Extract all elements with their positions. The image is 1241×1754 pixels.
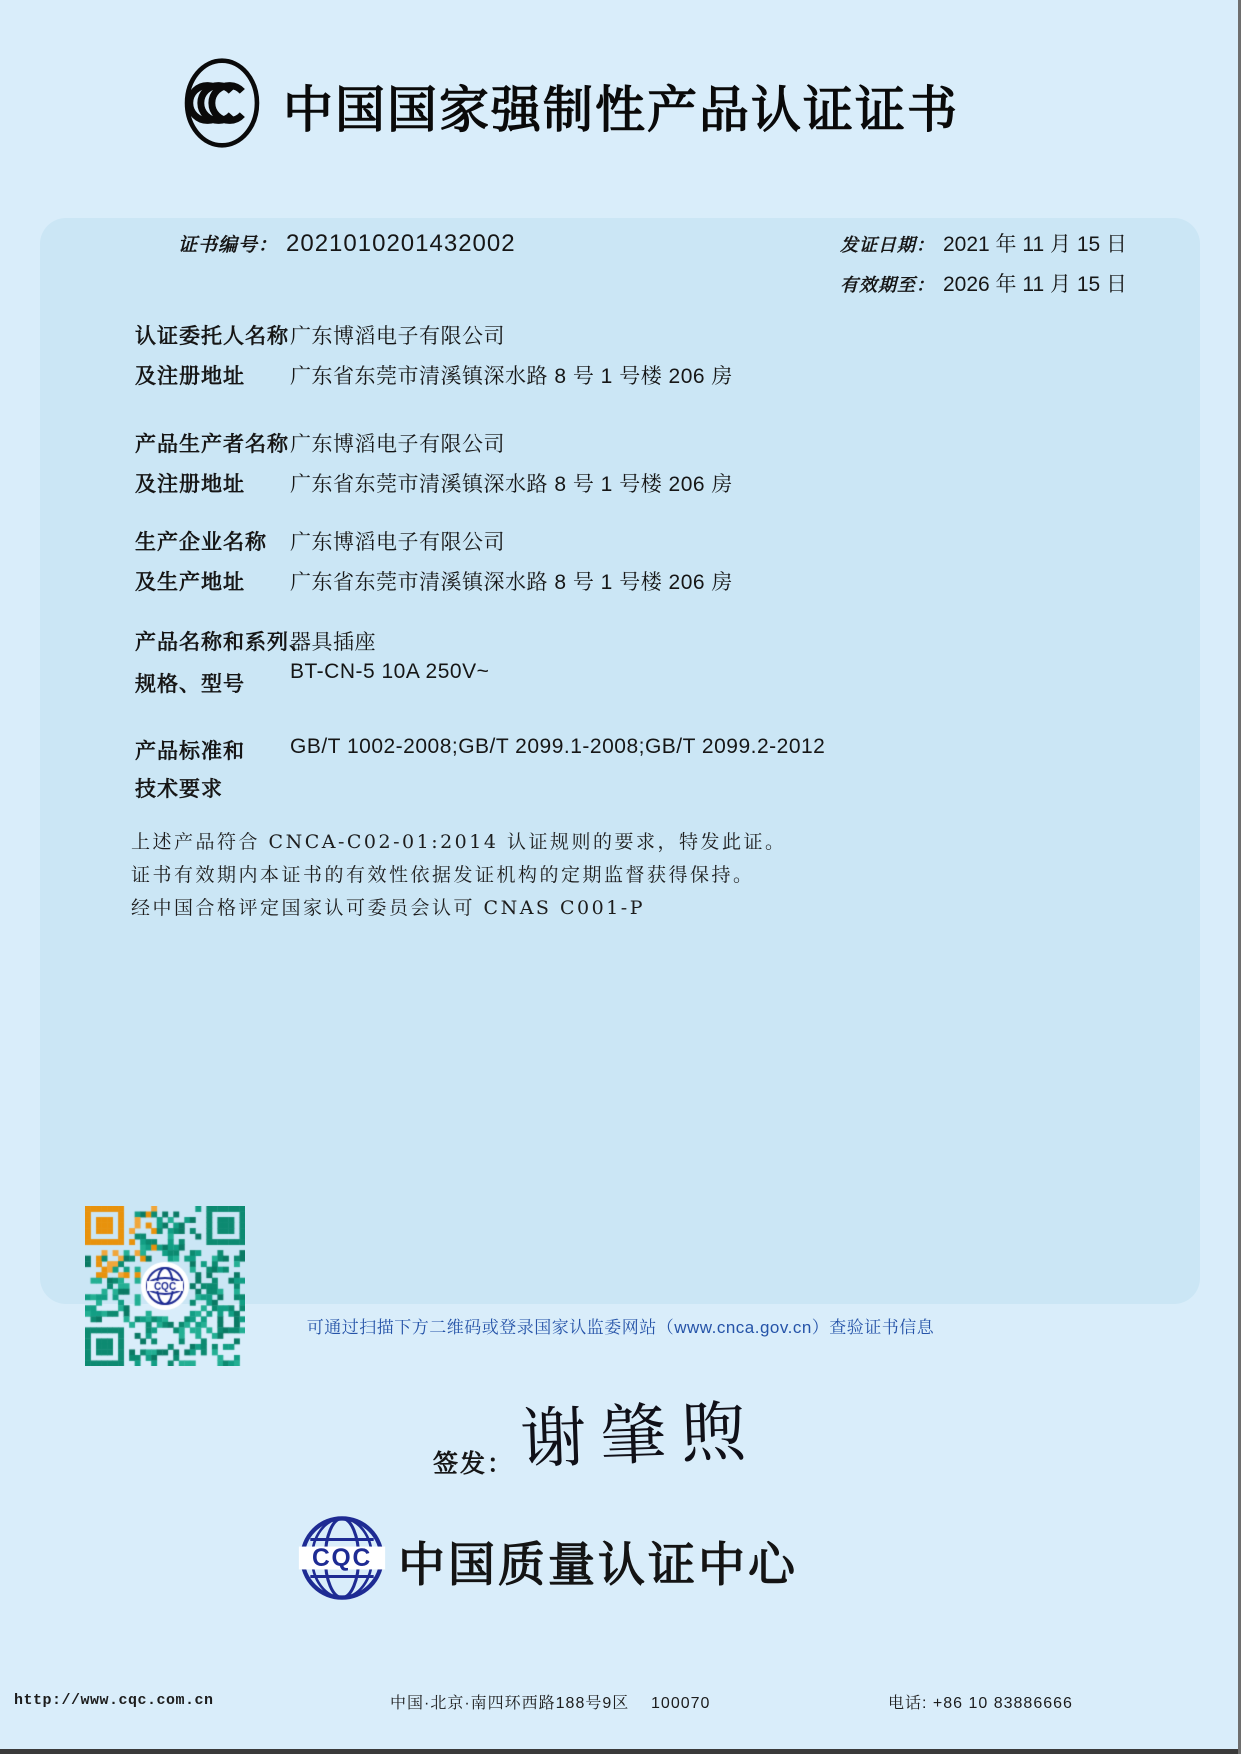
footer-website: http://www.cqc.com.cn [14,1692,214,1709]
expiry-date-value: 2026 年 11 月 15 日 [943,273,1128,296]
footer-phone: 电话: +86 10 83886666 [888,1695,1073,1712]
signature-handwriting: 谢肇煦 [518,1392,762,1479]
field-label: 技术要求 [135,778,223,801]
field-value: 广东省东莞市清溪镇深水路 8 号 1 号楼 206 房 [290,571,733,594]
expiry-date-label: 有效期至： [840,275,935,295]
issue-date-label: 发证日期： [840,235,935,255]
field-value: 器具插座 [290,631,376,654]
dates-block [840,228,1127,308]
field-label: 产品名称和系列、 [135,631,311,654]
footer-address: 中国·北京·南四环西路188号9区 100070 [390,1695,711,1712]
page-title: 中国国家强制性产品认证证书 [283,82,959,138]
field-value: 广东省东莞市清溪镇深水路 8 号 1 号楼 206 房 [290,365,733,388]
field-label: 生产企业名称 [135,531,267,554]
issue-date-row [840,228,1127,258]
statements-block [131,832,787,931]
field-value: GB/T 1002-2008;GB/T 2099.1-2008;GB/T 2099.2-2012 [290,735,826,758]
qr-code [85,1206,245,1366]
field-value: BT-CN-5 10A 250V~ [290,660,490,683]
scan-edge-bottom [0,1749,1241,1754]
verify-notice: 可通过扫描下方二维码或登录国家认监委网站（www.cnca.gov.cn）查验证书信息 [306,1318,935,1337]
issue-date-value: 2021 年 11 月 15 日 [943,233,1128,256]
field-value: 广东博滔电子有限公司 [290,433,505,456]
field-label: 规格、型号 [135,673,245,696]
statement-line: 证书有效期内本证书的有效性依据发证机构的定期监督获得保持。 [131,864,755,886]
ccc-mark-icon [183,57,261,149]
sign-off-label: 签发： [433,1450,515,1478]
field-value: 广东省东莞市清溪镇深水路 8 号 1 号楼 206 房 [290,473,733,496]
issuer-name: 中国质量认证中心 [398,1538,798,1591]
certificate-number-label: 证书编号： [178,235,279,256]
cqc-globe-icon [298,1514,386,1602]
statement-line: 经中国合格评定国家认可委员会认可 CNAS C001-P [131,897,645,919]
field-value: 广东博滔电子有限公司 [290,325,505,348]
footer [0,1690,1241,1714]
field-label: 产品生产者名称 [135,433,289,456]
field-label: 产品标准和 [135,740,245,763]
certificate-number-value: 2021010201432002 [286,230,516,257]
certificate-number-row [178,230,516,258]
expiry-date-row [840,268,1127,298]
field-label: 及注册地址 [135,365,245,388]
cqc-logo-text: CQC [311,1544,373,1572]
field-label: 及注册地址 [135,473,245,496]
field-label: 认证委托人名称 [135,325,289,348]
statement-line: 上述产品符合 CNCA-C02-01:2014 认证规则的要求，特发此证。 [131,831,787,853]
field-label: 及生产地址 [135,571,245,594]
field-value: 广东博滔电子有限公司 [290,531,505,554]
